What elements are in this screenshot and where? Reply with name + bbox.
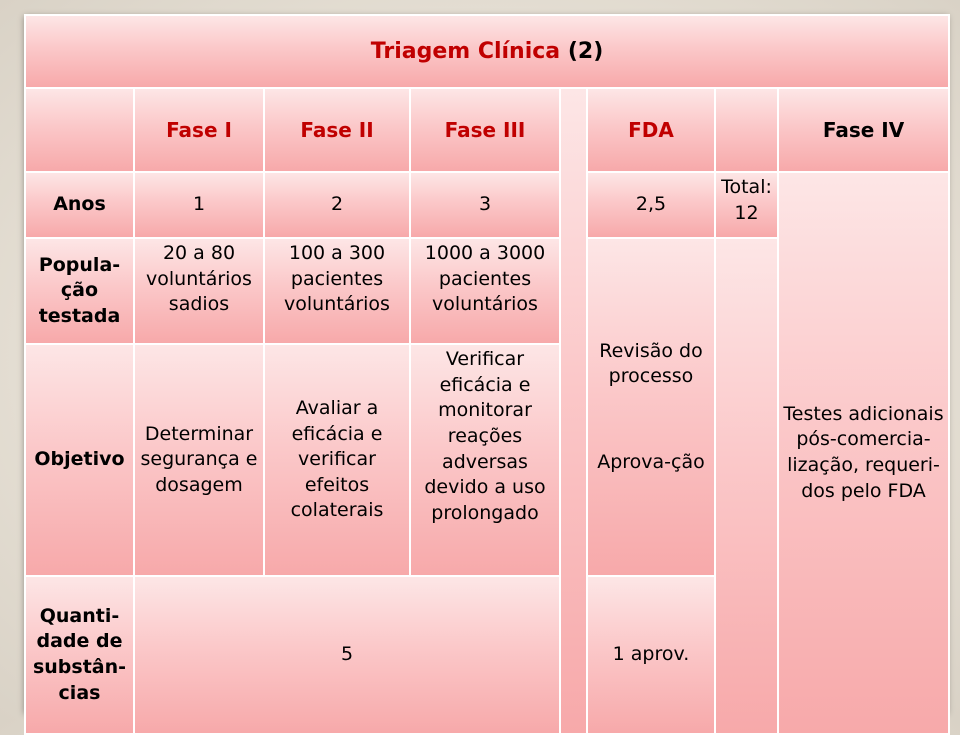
narrow-spacer-column xyxy=(560,88,587,734)
header-fda: FDA xyxy=(587,88,715,172)
header-empty-corner xyxy=(25,88,134,172)
fda-approval-text: Aprova-ção xyxy=(597,450,705,473)
fase-4-description: Testes adicionais pós-comercia-lização, requeri-dos pelo FDA xyxy=(778,172,949,734)
anos-fase-2: 2 xyxy=(264,172,410,238)
anos-fase-3: 3 xyxy=(410,172,560,238)
populacao-fase-3: 1000 a 3000 pacientes voluntários xyxy=(410,238,560,344)
row-label-anos: Anos xyxy=(25,172,134,238)
row-label-populacao: Popula-ção testada xyxy=(25,238,134,344)
header-empty-total xyxy=(715,88,778,172)
quantidade-fases: 5 xyxy=(134,576,560,734)
fda-review-cell xyxy=(587,238,715,576)
header-fase-1: Fase I xyxy=(134,88,264,172)
empty-total-column xyxy=(715,238,778,734)
fda-spacer xyxy=(591,390,711,450)
anos-total: Total: 12 xyxy=(715,172,778,238)
clinical-trials-table xyxy=(24,14,950,735)
header-fase-2: Fase II xyxy=(264,88,410,172)
objetivo-fase-2: Avaliar a eficácia e verificar efeitos colaterais xyxy=(264,344,410,576)
table-title xyxy=(25,15,949,88)
row-label-objetivo: Objetivo xyxy=(25,344,134,576)
header-fase-3: Fase III xyxy=(410,88,560,172)
title-number: (2) xyxy=(567,38,604,64)
objetivo-fase-3: Verificar eficácia e monitorar reações adversas devido a uso prolongado xyxy=(410,344,560,576)
slide xyxy=(24,14,948,712)
populacao-fase-1: 20 a 80 voluntários sadios xyxy=(134,238,264,344)
objetivo-fase-1: Determinar segurança e dosagem xyxy=(134,344,264,576)
row-label-quantidade: Quanti-dade de substân-cias xyxy=(25,576,134,734)
populacao-fase-2: 100 a 300 pacientes voluntários xyxy=(264,238,410,344)
header-fase-4: Fase IV xyxy=(778,88,949,172)
fda-review-text: Revisão do processo xyxy=(599,339,703,388)
title-text: Triagem Clínica xyxy=(370,38,561,64)
anos-fda: 2,5 xyxy=(587,172,715,238)
quantidade-fda: 1 aprov. xyxy=(587,576,715,734)
anos-fase-1: 1 xyxy=(134,172,264,238)
